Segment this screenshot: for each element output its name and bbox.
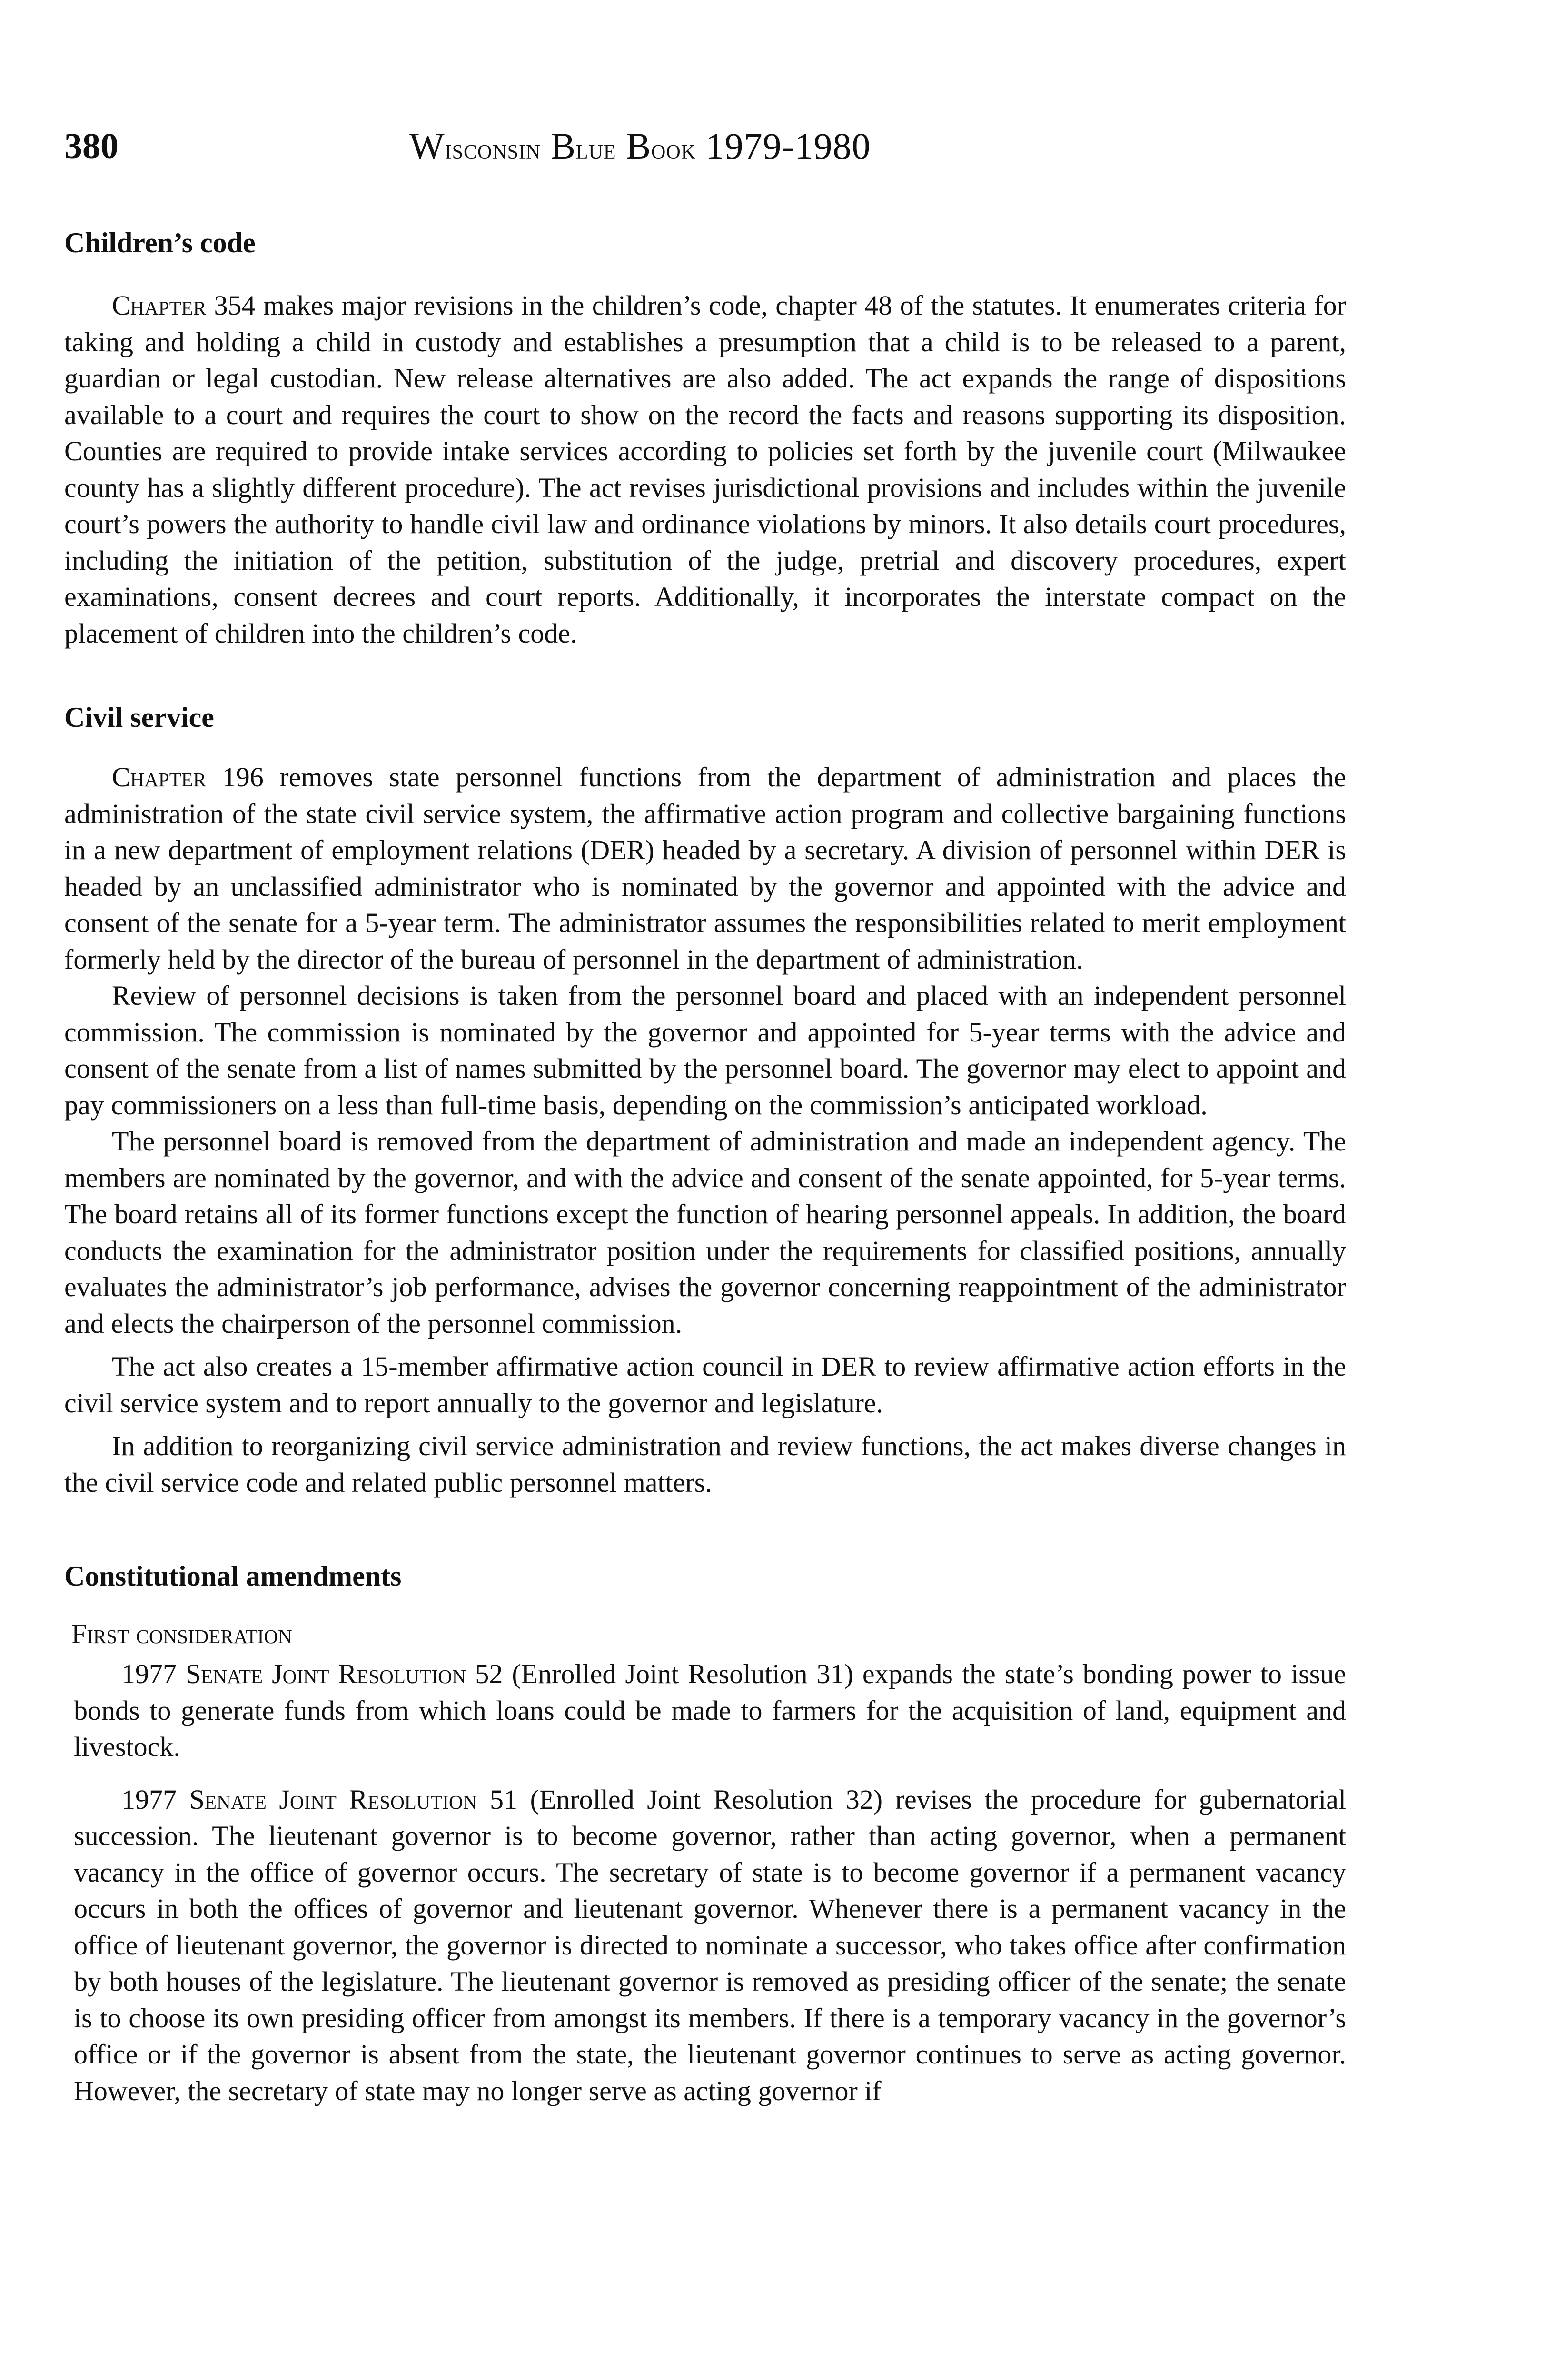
- subheading-first-consideration: First consideration: [71, 1618, 292, 1649]
- page-body: [64, 224, 1346, 2109]
- resolution-year: 1977: [121, 1658, 177, 1689]
- civil-service-paragraph-4: The act also creates a 15-member affirmative action council in DER to review affirmative action efforts in the civil service system and to report annually to the governor and legislature.: [64, 1351, 1346, 1418]
- civil-service-paragraph-5: In addition to reorganizing civil service administration and review functions, the act makes diverse changes in the civil service code and related public personnel matters.: [64, 1430, 1346, 1498]
- title-rest: lue: [575, 133, 616, 165]
- title-cap: B: [550, 125, 576, 167]
- title-rest: ook: [651, 133, 696, 165]
- section-heading-constitutional-amendments: Constitutional amendments: [64, 1560, 402, 1592]
- resolution-51-paragraph: [74, 1782, 1346, 2110]
- title-year: 1979-1980: [705, 125, 871, 167]
- paragraph-text: 354 makes major revisions in the children’s code, chapter 48 of the statutes. It enumerates criteria for taking and holding a child in custody and establishes a presumption that a child is to be released to a parent, guardian or legal custodian. New release alternatives are also added. The act expands the range of dispositions available to a court and requires the court to show on the record the facts and reasons supporting its disposition. Counties are required to provide intake services according to policies set forth by the juvenile court (Milwaukee county has a slightly different procedure). The act revises jurisdictional provisions and includes within the juvenile court’s powers the authority to handle civil law and ordinance violations by minors. It also details court procedures, including the initiation of the petition, substitution of the judge, pretrial and discovery procedures, expert examinations, consent decrees and court reports. Additionally, it incorporates the interstate compact on the placement of children into the children’s code.: [64, 290, 1346, 649]
- civil-service-paragraph-1: [64, 759, 1346, 978]
- paragraph-text: 196 removes state personnel functions from the department of administration and places the administration of the state civil service system, the affirmative action program and collective bargaining functions in a new department of employment relations (DER) headed by a secretary. A division of personnel within DER is headed by an unclassified administrator who is nominated by the governor and appointed with the advice and consent of the senate for a 5-year term. The administrator assumes the responsibilities related to merit employment formerly held by the director of the bureau of personnel in the department of administration.: [64, 762, 1347, 975]
- chapter-lead: Chapter: [112, 762, 207, 793]
- resolution-title: Senate Joint Resolution: [189, 1784, 477, 1815]
- civil-service-paragraph-3: The personnel board is removed from the department of administration and made an independent agency. The members are nominated by the governor, and with the advice and consent of the senate appointed, for 5-year terms. The board retains all of its former functions except the function of hearing personnel appeals. In addition, the board conducts the examination for the administrator position under the requirements for classified positions, annually evaluates the administrator’s job performance, advises the governor concerning reappointment of the administrator and elects the chairperson of the personnel commission.: [64, 1126, 1346, 1339]
- resolution-year: 1977: [121, 1784, 177, 1815]
- resolution-52-paragraph: [74, 1656, 1346, 1765]
- title-cap: W: [409, 125, 445, 167]
- paragraph-text: 52 (Enrolled Joint Resolution 31) expands the state’s bonding power to issue bonds to generate funds from which loans could be made to farmers for the acquisition of land, equipment and livestock.: [74, 1658, 1347, 1762]
- childrens-code-paragraph: [64, 288, 1346, 652]
- title-rest: isconsin: [445, 133, 541, 165]
- civil-service-paragraph-2: Review of personnel decisions is taken from the personnel board and placed with an independent personnel commission. The commission is nominated by the governor and appointed for 5-year terms with the advice and consent of the senate from a list of names submitted by the personnel board. The governor may elect to appoint and pay commissioners on a less than full-time basis, depending on the commission’s anticipated workload.: [64, 980, 1346, 1121]
- resolutions-block: [64, 1656, 1346, 2109]
- title-cap: B: [626, 125, 652, 167]
- section-heading-childrens-code: Children’s code: [64, 227, 256, 258]
- chapter-lead: Chapter: [112, 290, 207, 321]
- paragraph-text: 51 (Enrolled Joint Resolution 32) revises the procedure for gubernatorial succession. The lieutenant governor is to become governor, rather than acting governor, when a permanent vacancy in the office of governor occurs. The secretary of state is to become governor if a permanent vacancy occurs in both the offices of governor and lieutenant governor. Whenever there is a permanent vacancy in the office of lieutenant governor, the governor is directed to nominate a successor, who takes office after confirmation by both houses of the legislature. The lieutenant governor is removed as presiding officer of the senate; the senate is to choose its own presiding officer from amongst its members. If there is a temporary vacancy in the governor’s office or if the governor is absent from the state, the lieutenant governor continues to serve as acting governor. However, the secretary of state may no longer serve as acting governor if: [74, 1784, 1347, 2106]
- book-title: [409, 125, 871, 170]
- resolution-title: Senate Joint Resolution: [186, 1658, 466, 1689]
- section-heading-civil-service: Civil service: [64, 702, 214, 733]
- page-number: 380: [64, 126, 119, 166]
- running-header: [64, 125, 1417, 168]
